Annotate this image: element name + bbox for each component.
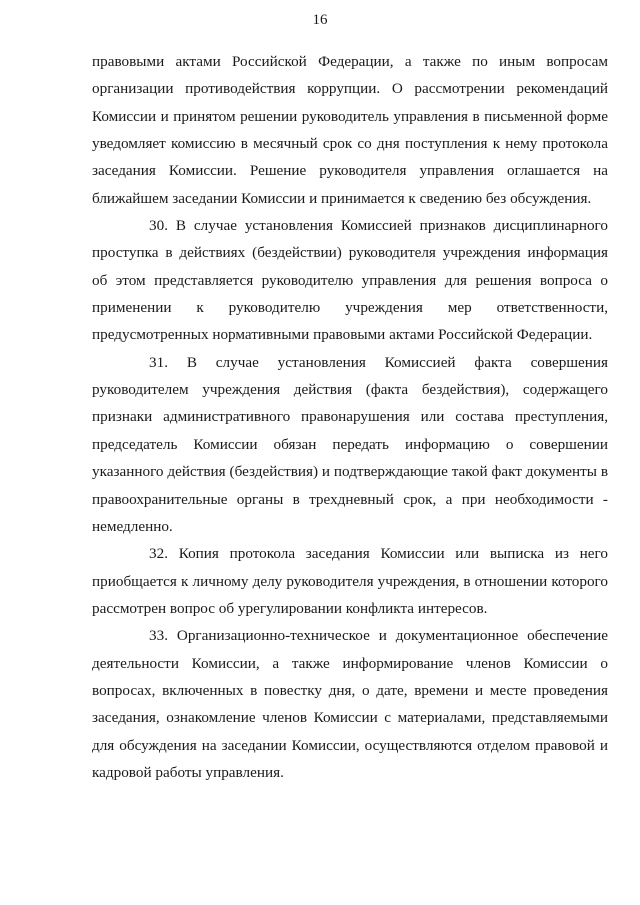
document-body <box>92 48 608 786</box>
paragraph-33: 33. Организационно-техническое и документационное обеспечение деятельности Комиссии, а также информирование членов Комиссии о вопросах, включенных в повестку дня, о дате, времени и месте проведения заседания, ознакомление членов Комиссии с материалами, представляемыми для обсуждения на заседании Комиссии, осуществляются отделом правовой и кадровой работы управления. <box>92 627 608 781</box>
paragraph-32: 32. Копия протокола заседания Комиссии или выписка из него приобщается к личному делу руководителя учреждения, в отношении которого рассмотрен вопрос об урегулировании конфликта интересов. <box>92 545 608 617</box>
paragraph-continuation: правовыми актами Российской Федерации, а также по иным вопросам организации противодействия коррупции. О рассмотрении рекомендаций Комиссии и принятом решении руководитель управления в письменной форме уведомляет комиссию в месячный срок со дня поступления к нему протокола заседания Комиссии. Решение руководителя управления оглашается на ближайшем заседании Комиссии и принимается к сведению без обсуждения. <box>92 53 608 207</box>
paragraph-30: 30. В случае установления Комиссией признаков дисциплинарного проступка в действиях (бездействии) руководителя учреждения информация об этом представляется руководителю управления для решения вопроса о применении к руководителю учреждения мер ответственности, предусмотренных нормативными правовыми актами Российской Федерации. <box>92 217 608 344</box>
page-number: 16 <box>312 12 328 28</box>
paragraph-31: 31. В случае установления Комиссией факта совершения руководителем учреждения действия (факта бездействия), содержащего признаки административного правонарушения или состава преступления, председатель Комиссии обязан передать информацию о совершении указанного действия (бездействия) и подтверждающие такой факт документы в правоохранительные органы в трехдневный срок, а при необходимости - немедленно. <box>92 353 608 535</box>
